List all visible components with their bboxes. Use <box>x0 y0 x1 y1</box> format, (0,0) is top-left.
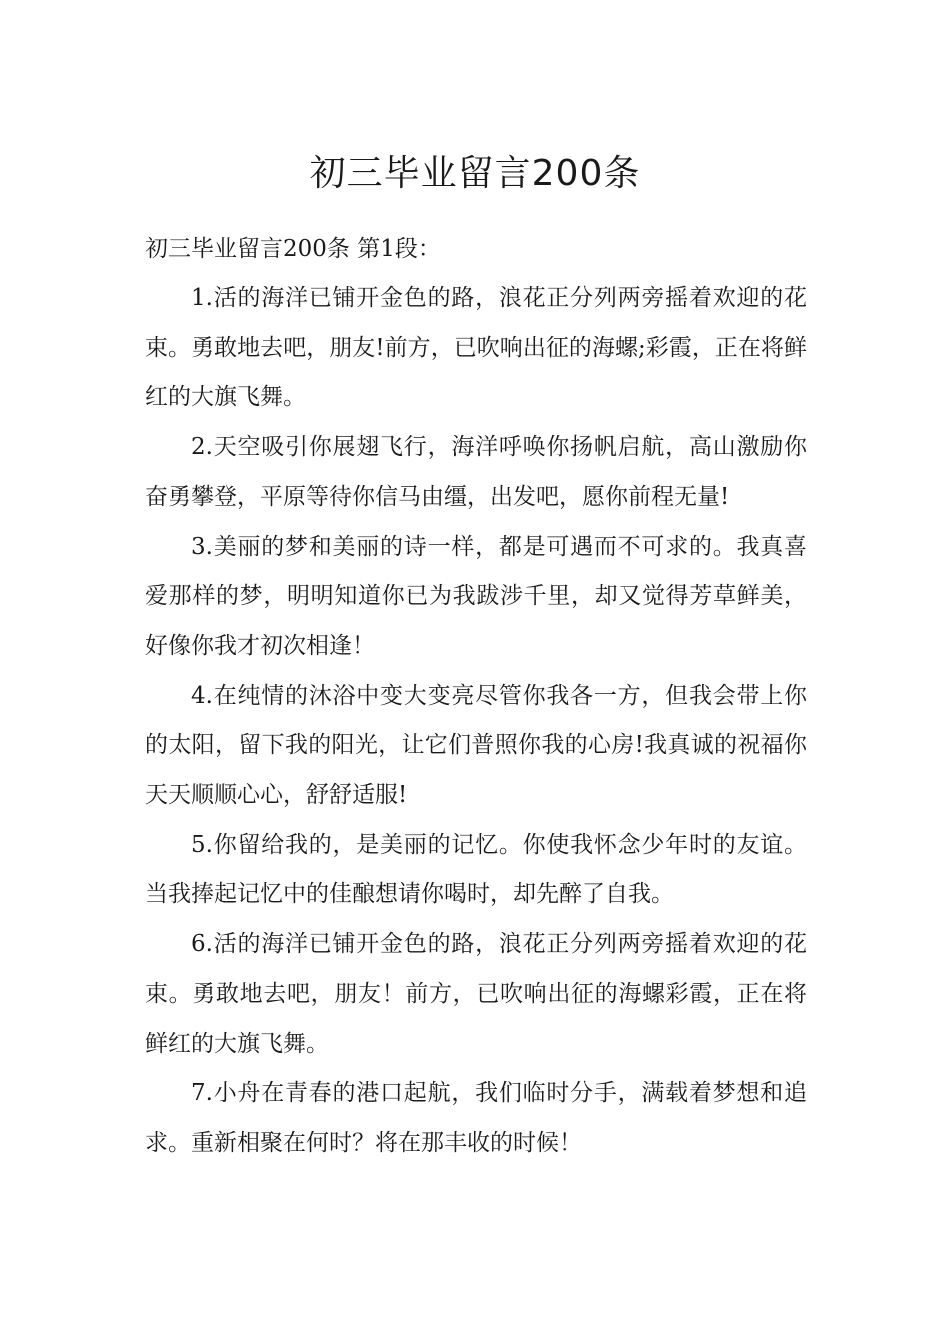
paragraph-6: 6.活的海洋已铺开金色的路，浪花正分列两旁摇着欢迎的花束。勇敢地去吧，朋友！前方，已吹响出征的海螺彩霞，正在将鲜红的大旗飞舞。 <box>145 931 807 1057</box>
section-heading: 初三毕业留言200条 第1段： <box>145 236 441 262</box>
document-title: 初三毕业留言200条 <box>309 153 641 195</box>
paragraph-7: 7.小舟在青春的港口起航，我们临时分手，满载着梦想和追求。重新相聚在何时？将在那丰收的时候！ <box>145 1080 807 1156</box>
document-body <box>145 224 807 1169</box>
paragraph-2: 2.天空吸引你展翅飞行，海洋呼唤你扬帆启航，高山激励你奋勇攀登，平原等待你信马由缰，出发吧，愿你前程无量! <box>145 434 807 510</box>
paragraph-1: 1.活的海洋已铺开金色的路，浪花正分列两旁摇着欢迎的花束。勇敢地去吧，朋友!前方，已吹响出征的海螺;彩霞，正在将鲜红的大旗飞舞。 <box>145 285 807 411</box>
paragraph-3: 3.美丽的梦和美丽的诗一样，都是可遇而不可求的。我真喜爱那样的梦，明明知道你已为我跋涉千里，却又觉得芳草鲜美，好像你我才初次相逢！ <box>145 533 807 659</box>
paragraph-4: 4.在纯情的沐浴中变大变亮尽管你我各一方，但我会带上你的太阳，留下我的阳光，让它们普照你我的心房!我真诚的祝福你天天顺顺心心，舒舒适服! <box>145 682 807 809</box>
paragraph-5: 5.你留给我的，是美丽的记忆。你使我怀念少年时的友谊。当我捧起记忆中的佳酿想请你喝时，却先醉了自我。 <box>145 831 807 908</box>
